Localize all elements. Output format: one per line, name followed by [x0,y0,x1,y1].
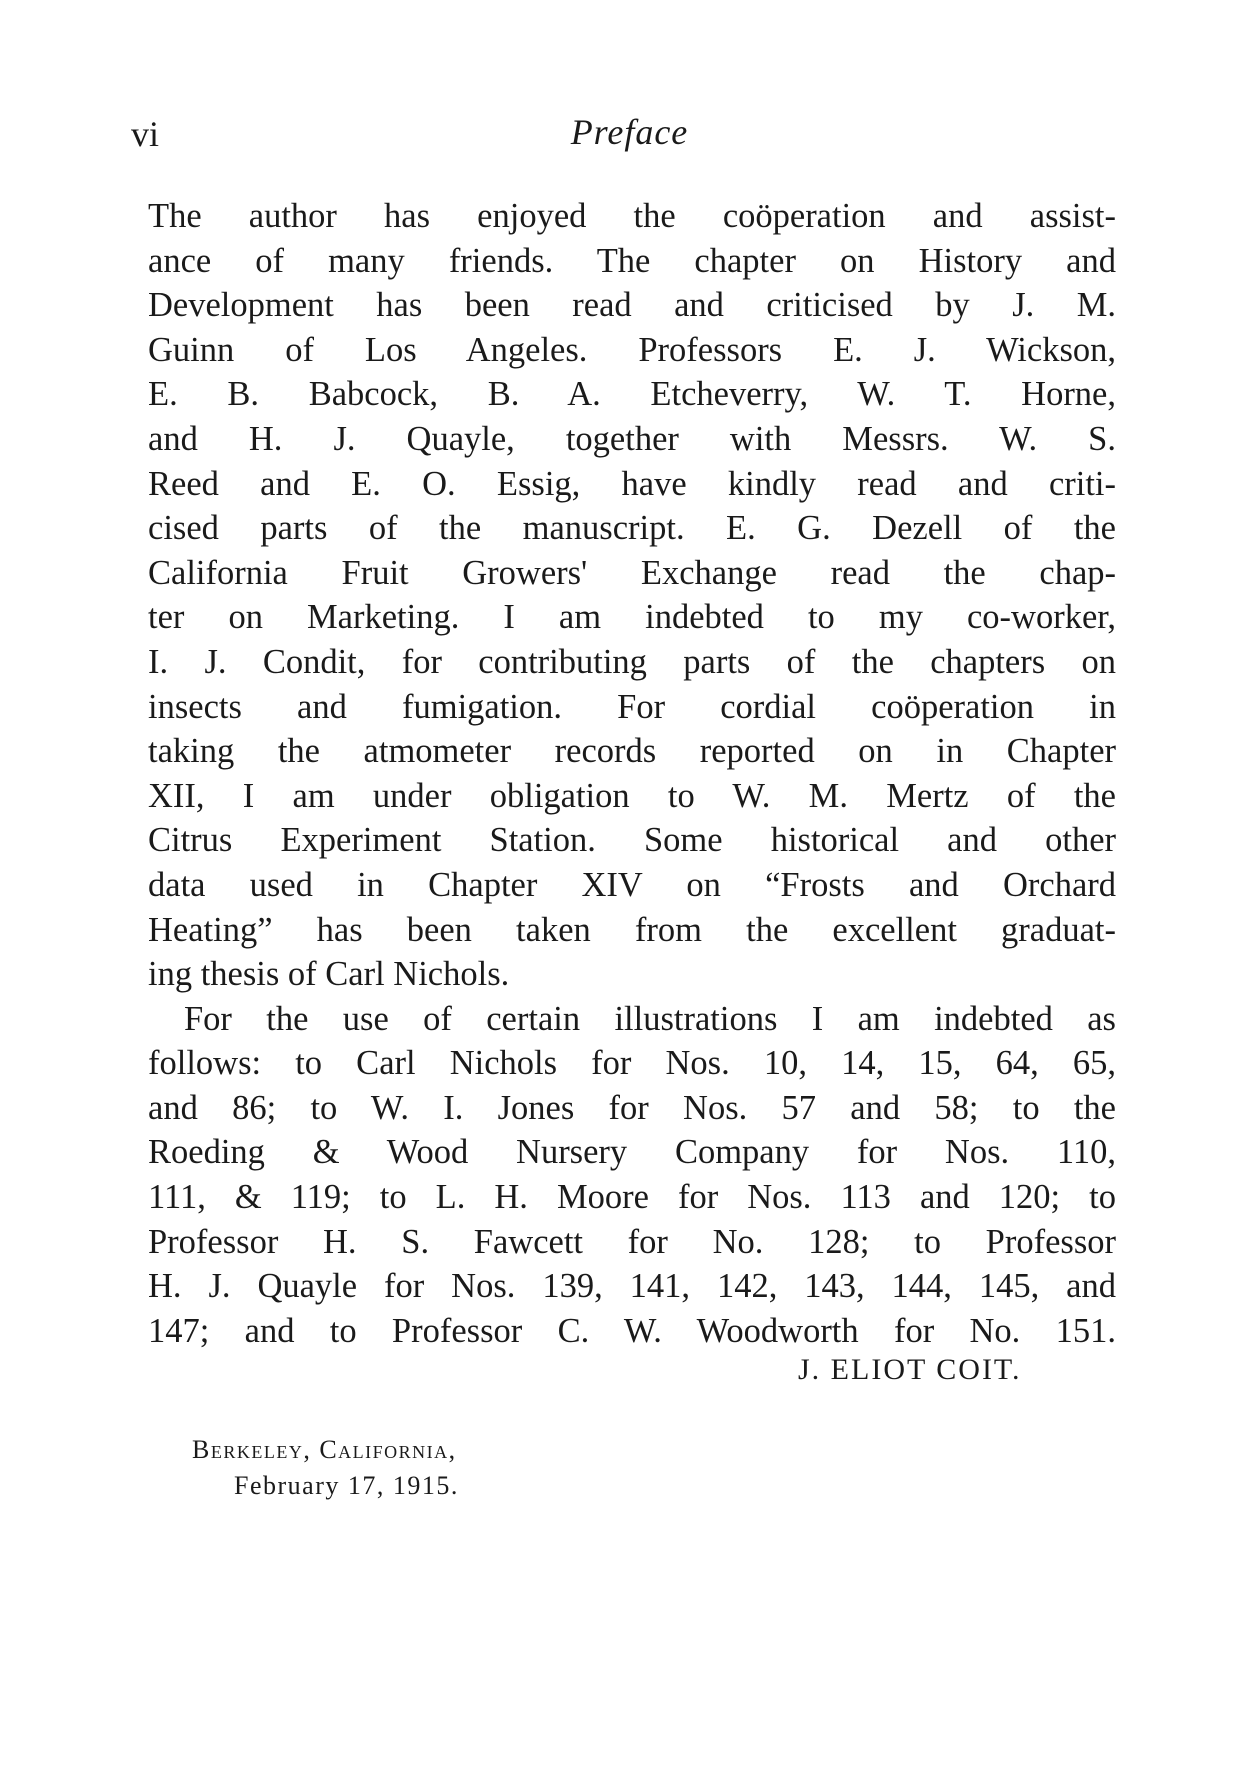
body-line: and H. J. Quayle, together with Messrs. W. S. [148,419,1116,458]
body-line: XII, I am under obligation to W. M. Mertz of the [148,776,1116,815]
body-line: cised parts of the manuscript. E. G. Dezell of the [148,509,1116,548]
body-line: For the use of certain illustrations I am indebted as [184,999,1116,1038]
preface-body [148,194,1116,1353]
body-line: follows: to Carl Nichols for Nos. 10, 14, 15, 64, 65, [148,1044,1116,1083]
body-line: Reed and E. O. Essig, have kindly read and criti- [148,464,1116,503]
body-line: I. J. Condit, for contributing parts of the chapters on [148,642,1116,681]
body-line: Professor H. S. Fawcett for No. 128; to Professor [148,1222,1116,1261]
body-line: ter on Marketing. I am indebted to my co-worker, [148,598,1116,637]
body-line: insects and fumigation. For cordial coöperation in [148,687,1116,726]
body-line: Guinn of Los Angeles. Professors E. J. Wickson, [148,330,1116,369]
body-line: 147; and to Professor C. W. Woodworth for No. 151. [148,1311,1116,1350]
body-line: Heating” has been taken from the excellent graduat- [148,910,1116,949]
body-line: 111, & 119; to L. H. Moore for Nos. 113 and 120; to [148,1178,1116,1217]
body-line: E. B. Babcock, B. A. Etcheverry, W. T. Horne, [148,375,1116,414]
running-title: Preface [570,112,689,152]
dateline-place: Berkeley, California, [192,1435,457,1464]
body-line: taking the atmometer records reported on in Chapter [148,732,1116,771]
body-line: Roeding & Wood Nursery Company for Nos. 110, [148,1133,1116,1172]
body-line: data used in Chapter XIV on “Frosts and Orchard [148,865,1116,904]
body-line: Citrus Experiment Station. Some historical and other [148,821,1116,860]
body-line: The author has enjoyed the coöperation and assist- [148,197,1116,235]
dateline [192,1432,459,1504]
author-signature: J. ELIOT COIT. [798,1353,1022,1386]
dateline-date: February 17, 1915. [234,1471,459,1500]
body-line: H. J. Quayle for Nos. 139, 141, 142, 143, 144, 145, and [148,1267,1116,1306]
body-line: Development has been read and criticised by J. M. [148,286,1116,325]
page-number: vi [131,114,160,154]
body-line: ance of many friends. The chapter on History and [148,241,1116,280]
body-line: and 86; to W. I. Jones for Nos. 57 and 58; to the [148,1088,1116,1127]
body-line: California Fruit Growers' Exchange read the chap- [148,553,1116,592]
body-line: ing thesis of Carl Nichols. [148,955,510,994]
